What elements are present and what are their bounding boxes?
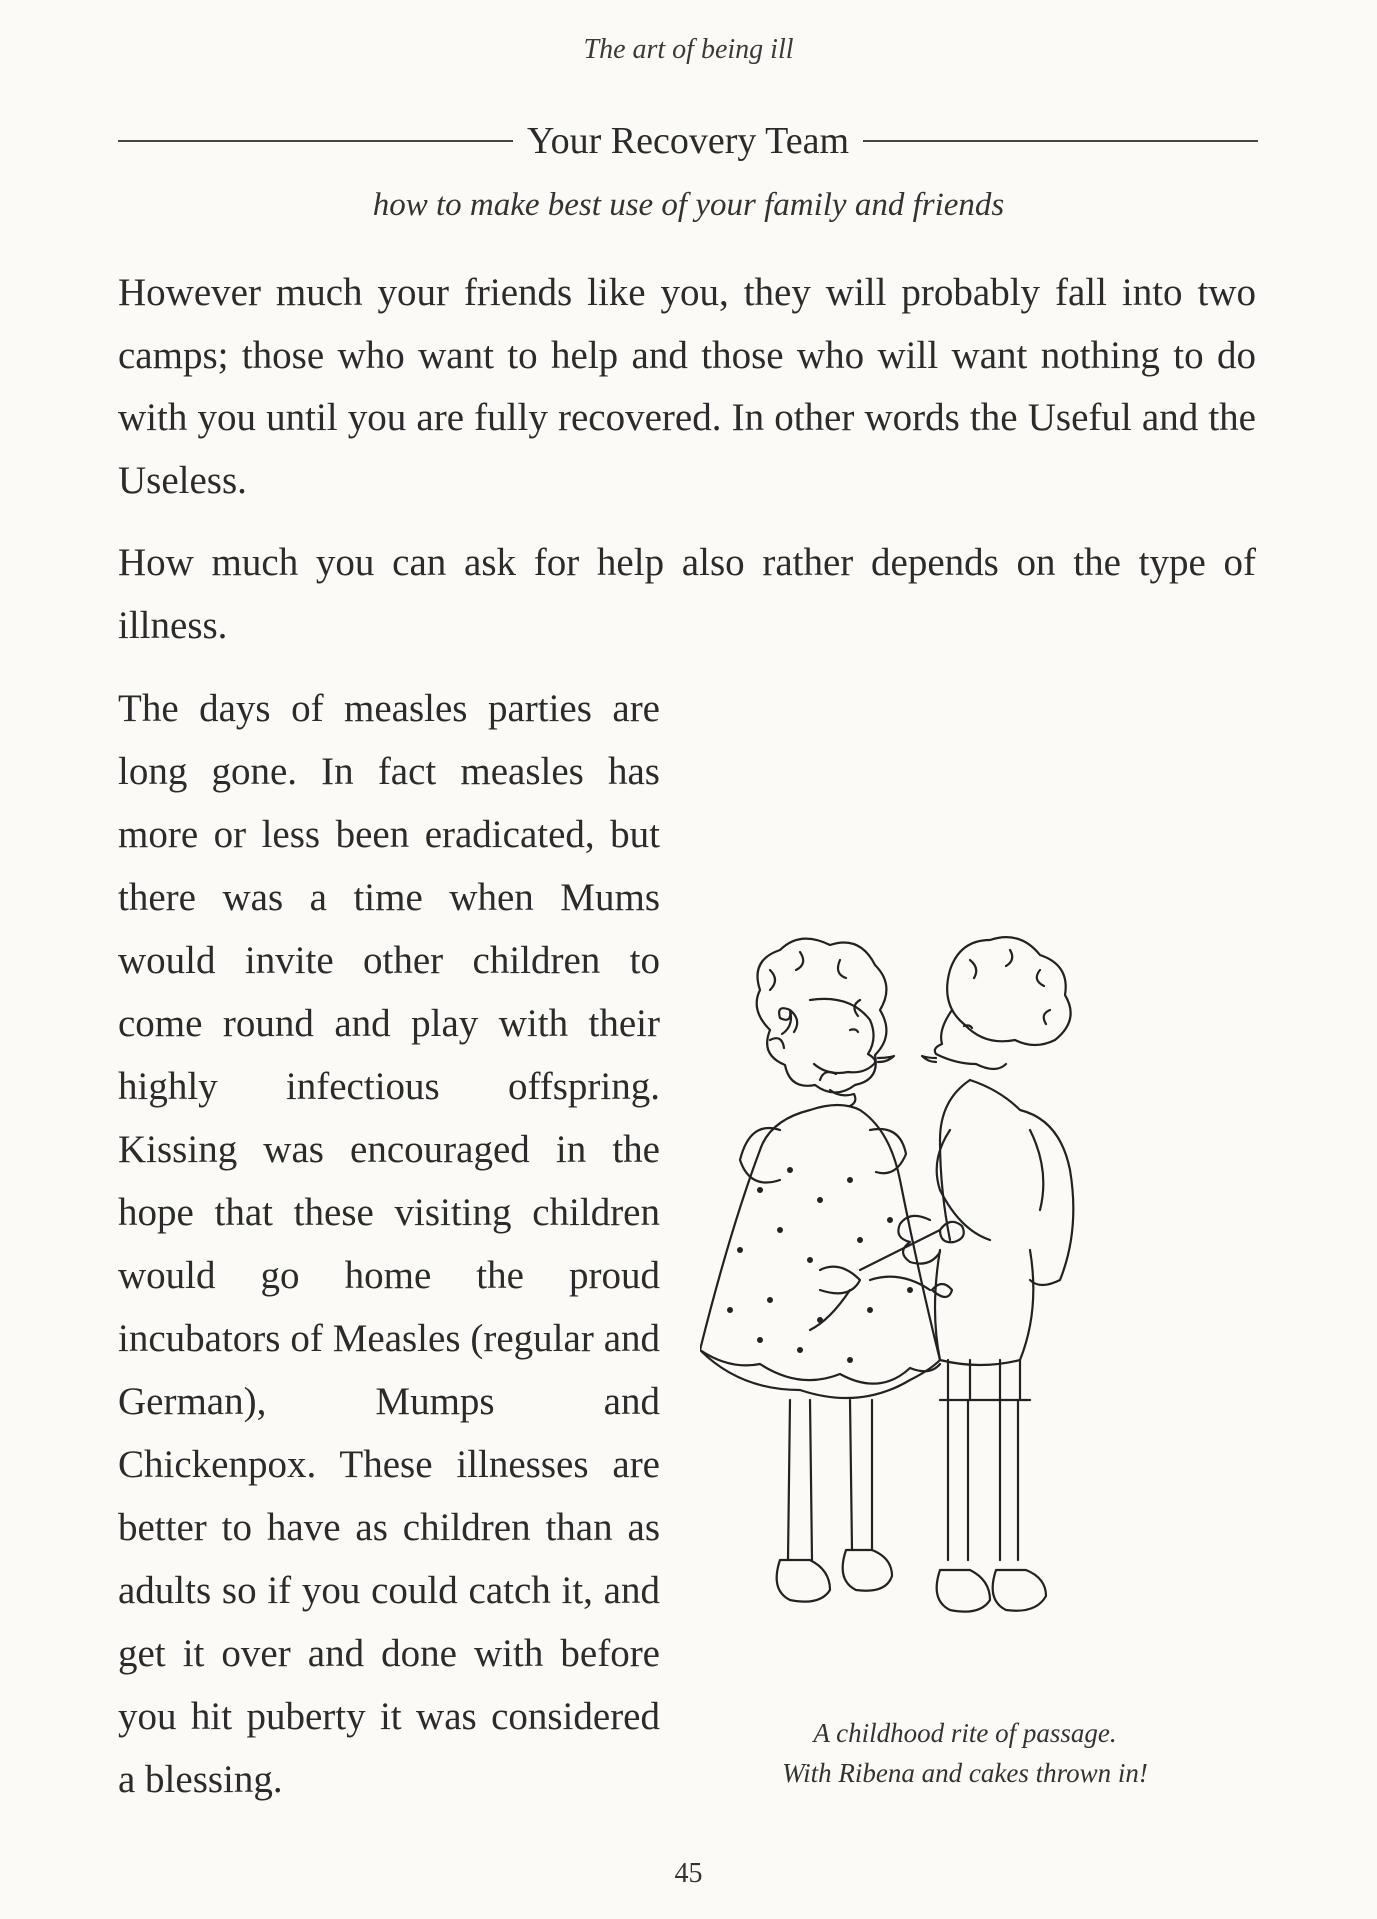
paragraph-3: The days of measles parties are long gone. In fact measles has more or less been eradicated, but there was a time when Mums would invite other children to come round and play with their highly infectious offspring. Kissing was encouraged in the hope that these visiting children would go home the proud incubators of Measles (regular and German), Mumps and Chickenpox. These illnesses are better to have as children than as adults so if you could catch it, and get it over and done with before you hit puberty it was considered a blessing. bbox=[118, 687, 660, 1801]
right-rule bbox=[863, 140, 1258, 142]
section-title: Your Recovery Team bbox=[526, 120, 850, 162]
boy-body bbox=[935, 1080, 1073, 1612]
caption-line-1: A childhood rite of passage. bbox=[813, 1718, 1117, 1748]
caption-line-2: With Ribena and cakes thrown in! bbox=[782, 1758, 1148, 1788]
girl-dress bbox=[700, 1090, 940, 1398]
left-rule bbox=[118, 140, 513, 142]
illustration-caption bbox=[700, 1713, 1230, 1793]
girl-legs bbox=[777, 1400, 892, 1602]
flower-bouquet bbox=[810, 1222, 964, 1330]
running-head: The art of being ill bbox=[583, 34, 794, 65]
paragraph-1: However much your friends like you, they will probably fall into two camps; those who want to help and those who will want nothing to do with you until you are fully recovered. In other words the Useful and the Useless. bbox=[118, 271, 1256, 502]
kissing-children-illustration bbox=[700, 930, 1100, 1690]
girl-face bbox=[810, 999, 894, 1073]
section-subtitle: how to make best use of your family and friends bbox=[372, 187, 1005, 223]
boy-hair bbox=[947, 937, 1070, 1045]
dress-dots bbox=[727, 1167, 913, 1363]
paragraph-2: How much you can ask for help also rather depends on the type of illness. bbox=[118, 541, 1256, 647]
page-number: 45 bbox=[674, 1858, 703, 1889]
section-heading bbox=[118, 122, 1258, 160]
